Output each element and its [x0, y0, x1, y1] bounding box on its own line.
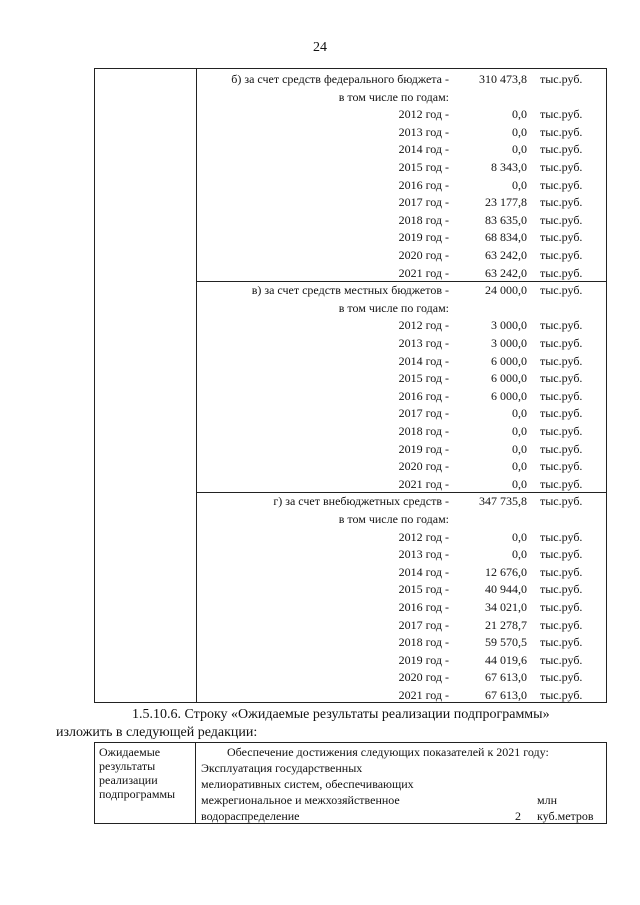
row-unit: тыс.руб.: [540, 371, 583, 386]
results-label-cell: [95, 743, 196, 823]
indicator-line: Эксплуатация государственных: [201, 761, 363, 775]
page-number: 24: [313, 40, 327, 55]
indicator-line: межрегиональное и межхозяйственное: [201, 793, 400, 807]
year-row: [197, 141, 606, 159]
results-label-line: подпрограммы: [99, 787, 176, 801]
indicator-value: 2: [515, 809, 521, 823]
year-row: [197, 159, 606, 177]
year-row: [197, 652, 606, 670]
row-unit: тыс.руб.: [540, 582, 583, 597]
year-row: [197, 423, 606, 441]
row-label: 2018 год -: [398, 424, 449, 438]
year-row: [197, 265, 606, 283]
row-label: 2020 год -: [398, 248, 449, 262]
year-row: [197, 617, 606, 635]
row-value: 0,0: [512, 124, 527, 139]
year-row: [197, 370, 606, 388]
results-label-line: результаты: [99, 759, 156, 773]
row-label: в том числе по годам:: [338, 89, 449, 104]
row-unit: тыс.руб.: [540, 670, 583, 685]
row-unit: тыс.руб.: [540, 142, 583, 157]
row-label: 2017 год -: [398, 406, 449, 421]
row-label: 2013 год -: [398, 336, 449, 350]
row-value: 3 000,0: [491, 336, 527, 350]
row-label: 2013 год -: [398, 547, 449, 562]
row-value: 310 473,8: [479, 72, 527, 86]
row-label: 2020 год -: [398, 670, 449, 685]
row-value: 68 834,0: [485, 230, 527, 245]
row-value: 0,0: [512, 547, 527, 562]
row-label: 2021 год -: [398, 265, 449, 280]
year-row: [197, 247, 606, 265]
row-label: 2017 год -: [398, 195, 449, 210]
row-label: 2021 год -: [398, 476, 449, 491]
row-unit: тыс.руб.: [540, 476, 583, 491]
funding-source-row: [197, 71, 606, 89]
funding-source-row: [197, 282, 606, 300]
row-label: б) за счет средств федерального бюджета -: [231, 72, 449, 86]
amendment-paragraph: [56, 706, 614, 742]
year-row: [197, 581, 606, 599]
year-row: [197, 229, 606, 247]
year-row: [197, 546, 606, 564]
amendment-line-2: изложить в следующей редакции:: [56, 725, 258, 740]
row-label: 2020 год -: [398, 459, 449, 474]
row-value: 34 021,0: [485, 600, 527, 614]
row-label: 2014 год -: [398, 142, 449, 157]
row-value: 8 343,0: [491, 160, 527, 174]
row-value: 0,0: [512, 424, 527, 438]
by-years-row: [197, 89, 606, 107]
row-label: 2016 год -: [398, 177, 449, 192]
row-unit: тыс.руб.: [540, 688, 583, 702]
results-label-line: реализации: [99, 773, 158, 787]
row-label: в) за счет средств местных бюджетов -: [251, 283, 449, 298]
row-label: 2016 год -: [398, 600, 449, 614]
row-unit: тыс.руб.: [540, 388, 583, 403]
row-unit: тыс.руб.: [540, 424, 583, 438]
row-label: 2012 год -: [398, 107, 449, 122]
row-value: 21 278,7: [485, 617, 527, 632]
year-row: [197, 634, 606, 652]
year-row: [197, 388, 606, 406]
row-unit: тыс.руб.: [540, 600, 583, 614]
year-row: [197, 441, 606, 459]
year-row: [197, 599, 606, 617]
row-unit: тыс.руб.: [540, 652, 583, 667]
year-row: [197, 335, 606, 353]
row-label: 2016 год -: [398, 388, 449, 403]
row-unit: тыс.руб.: [540, 72, 583, 86]
row-label: 2021 год -: [398, 688, 449, 702]
row-value: 0,0: [512, 476, 527, 491]
row-value: 347 735,8: [479, 494, 527, 509]
year-row: [197, 353, 606, 371]
row-label: 2019 год -: [398, 441, 449, 456]
row-unit: тыс.руб.: [540, 336, 583, 350]
year-row: [197, 194, 606, 212]
row-value: 0,0: [512, 529, 527, 544]
row-unit: тыс.руб.: [540, 635, 583, 650]
row-unit: тыс.руб.: [540, 494, 583, 509]
row-value: 3 000,0: [491, 318, 527, 333]
row-unit: тыс.руб.: [540, 459, 583, 474]
year-row: [197, 458, 606, 476]
indicator-unit-line: куб.метров: [537, 809, 594, 823]
by-years-row: [197, 511, 606, 529]
row-unit: тыс.руб.: [540, 564, 583, 579]
row-label: 2014 год -: [398, 564, 449, 579]
row-label: 2018 год -: [398, 635, 449, 650]
row-unit: тыс.руб.: [540, 195, 583, 210]
indicator-line: водораспределение: [201, 809, 300, 823]
year-row: [197, 529, 606, 547]
row-value: 63 242,0: [485, 265, 527, 280]
row-unit: тыс.руб.: [540, 406, 583, 421]
row-value: 0,0: [512, 441, 527, 456]
row-unit: тыс.руб.: [540, 177, 583, 192]
row-value: 6 000,0: [491, 353, 527, 368]
row-value: 0,0: [512, 406, 527, 421]
row-value: 0,0: [512, 107, 527, 122]
row-label: 2015 год -: [398, 582, 449, 597]
row-unit: тыс.руб.: [540, 529, 583, 544]
year-row: [197, 669, 606, 687]
row-label: 2012 год -: [398, 318, 449, 333]
row-value: 12 676,0: [485, 564, 527, 579]
year-row: [197, 317, 606, 335]
row-label: 2018 год -: [398, 212, 449, 227]
row-label: 2014 год -: [398, 353, 449, 368]
row-value: 24 000,0: [485, 283, 527, 298]
year-row: [197, 405, 606, 423]
results-content-cell: [197, 743, 606, 823]
row-value: 59 570,5: [485, 635, 527, 650]
row-value: 40 944,0: [485, 582, 527, 597]
row-label: 2015 год -: [398, 160, 449, 174]
row-label: в том числе по годам:: [338, 512, 449, 526]
financing-table: [94, 68, 607, 703]
row-unit: тыс.руб.: [540, 617, 583, 632]
results-table: [94, 742, 607, 824]
year-row: [197, 177, 606, 195]
row-unit: тыс.руб.: [540, 265, 583, 280]
row-value: 0,0: [512, 459, 527, 474]
row-label: 2019 год -: [398, 652, 449, 667]
row-value: 6 000,0: [491, 388, 527, 403]
row-unit: тыс.руб.: [540, 212, 583, 227]
row-value: 6 000,0: [491, 371, 527, 386]
amendment-line-1: 1.5.10.6. Строку «Ожидаемые результаты реализации подпрограммы»: [132, 707, 550, 722]
row-unit: тыс.руб.: [540, 547, 583, 562]
results-intro: Обеспечение достижения следующих показателей к 2021 году:: [227, 745, 549, 759]
row-unit: тыс.руб.: [540, 107, 583, 122]
row-label: в том числе по годам:: [338, 300, 449, 315]
row-unit: тыс.руб.: [540, 353, 583, 368]
row-value: 67 613,0: [485, 670, 527, 685]
row-value: 44 019,6: [485, 652, 527, 667]
year-row: [197, 124, 606, 142]
row-value: 83 635,0: [485, 212, 527, 227]
row-label: 2019 год -: [398, 230, 449, 245]
row-value: 63 242,0: [485, 248, 527, 262]
row-value: 23 177,8: [485, 195, 527, 210]
row-label: 2017 год -: [398, 617, 449, 632]
row-value: 67 613,0: [485, 688, 527, 702]
results-label-line: Ожидаемые: [99, 745, 161, 759]
row-label: г) за счет внебюджетных средств -: [273, 494, 449, 509]
indicator-line: мелиоративных систем, обеспечивающих: [201, 777, 414, 791]
row-unit: тыс.руб.: [540, 283, 583, 298]
year-row: [197, 476, 606, 494]
year-row: [197, 687, 606, 705]
row-unit: тыс.руб.: [540, 230, 583, 245]
row-unit: тыс.руб.: [540, 124, 583, 139]
row-unit: тыс.руб.: [540, 318, 583, 333]
row-unit: тыс.руб.: [540, 160, 583, 174]
row-value: 0,0: [512, 177, 527, 192]
funding-source-row: [197, 493, 606, 511]
indicator-unit-line: млн: [537, 793, 558, 807]
by-years-row: [197, 300, 606, 318]
row-unit: тыс.руб.: [540, 248, 583, 262]
year-row: [197, 212, 606, 230]
row-value: 0,0: [512, 142, 527, 157]
row-label: 2015 год -: [398, 371, 449, 386]
year-row: [197, 106, 606, 124]
year-row: [197, 564, 606, 582]
row-unit: тыс.руб.: [540, 441, 583, 456]
row-label: 2013 год -: [398, 124, 449, 139]
row-label: 2012 год -: [398, 529, 449, 544]
